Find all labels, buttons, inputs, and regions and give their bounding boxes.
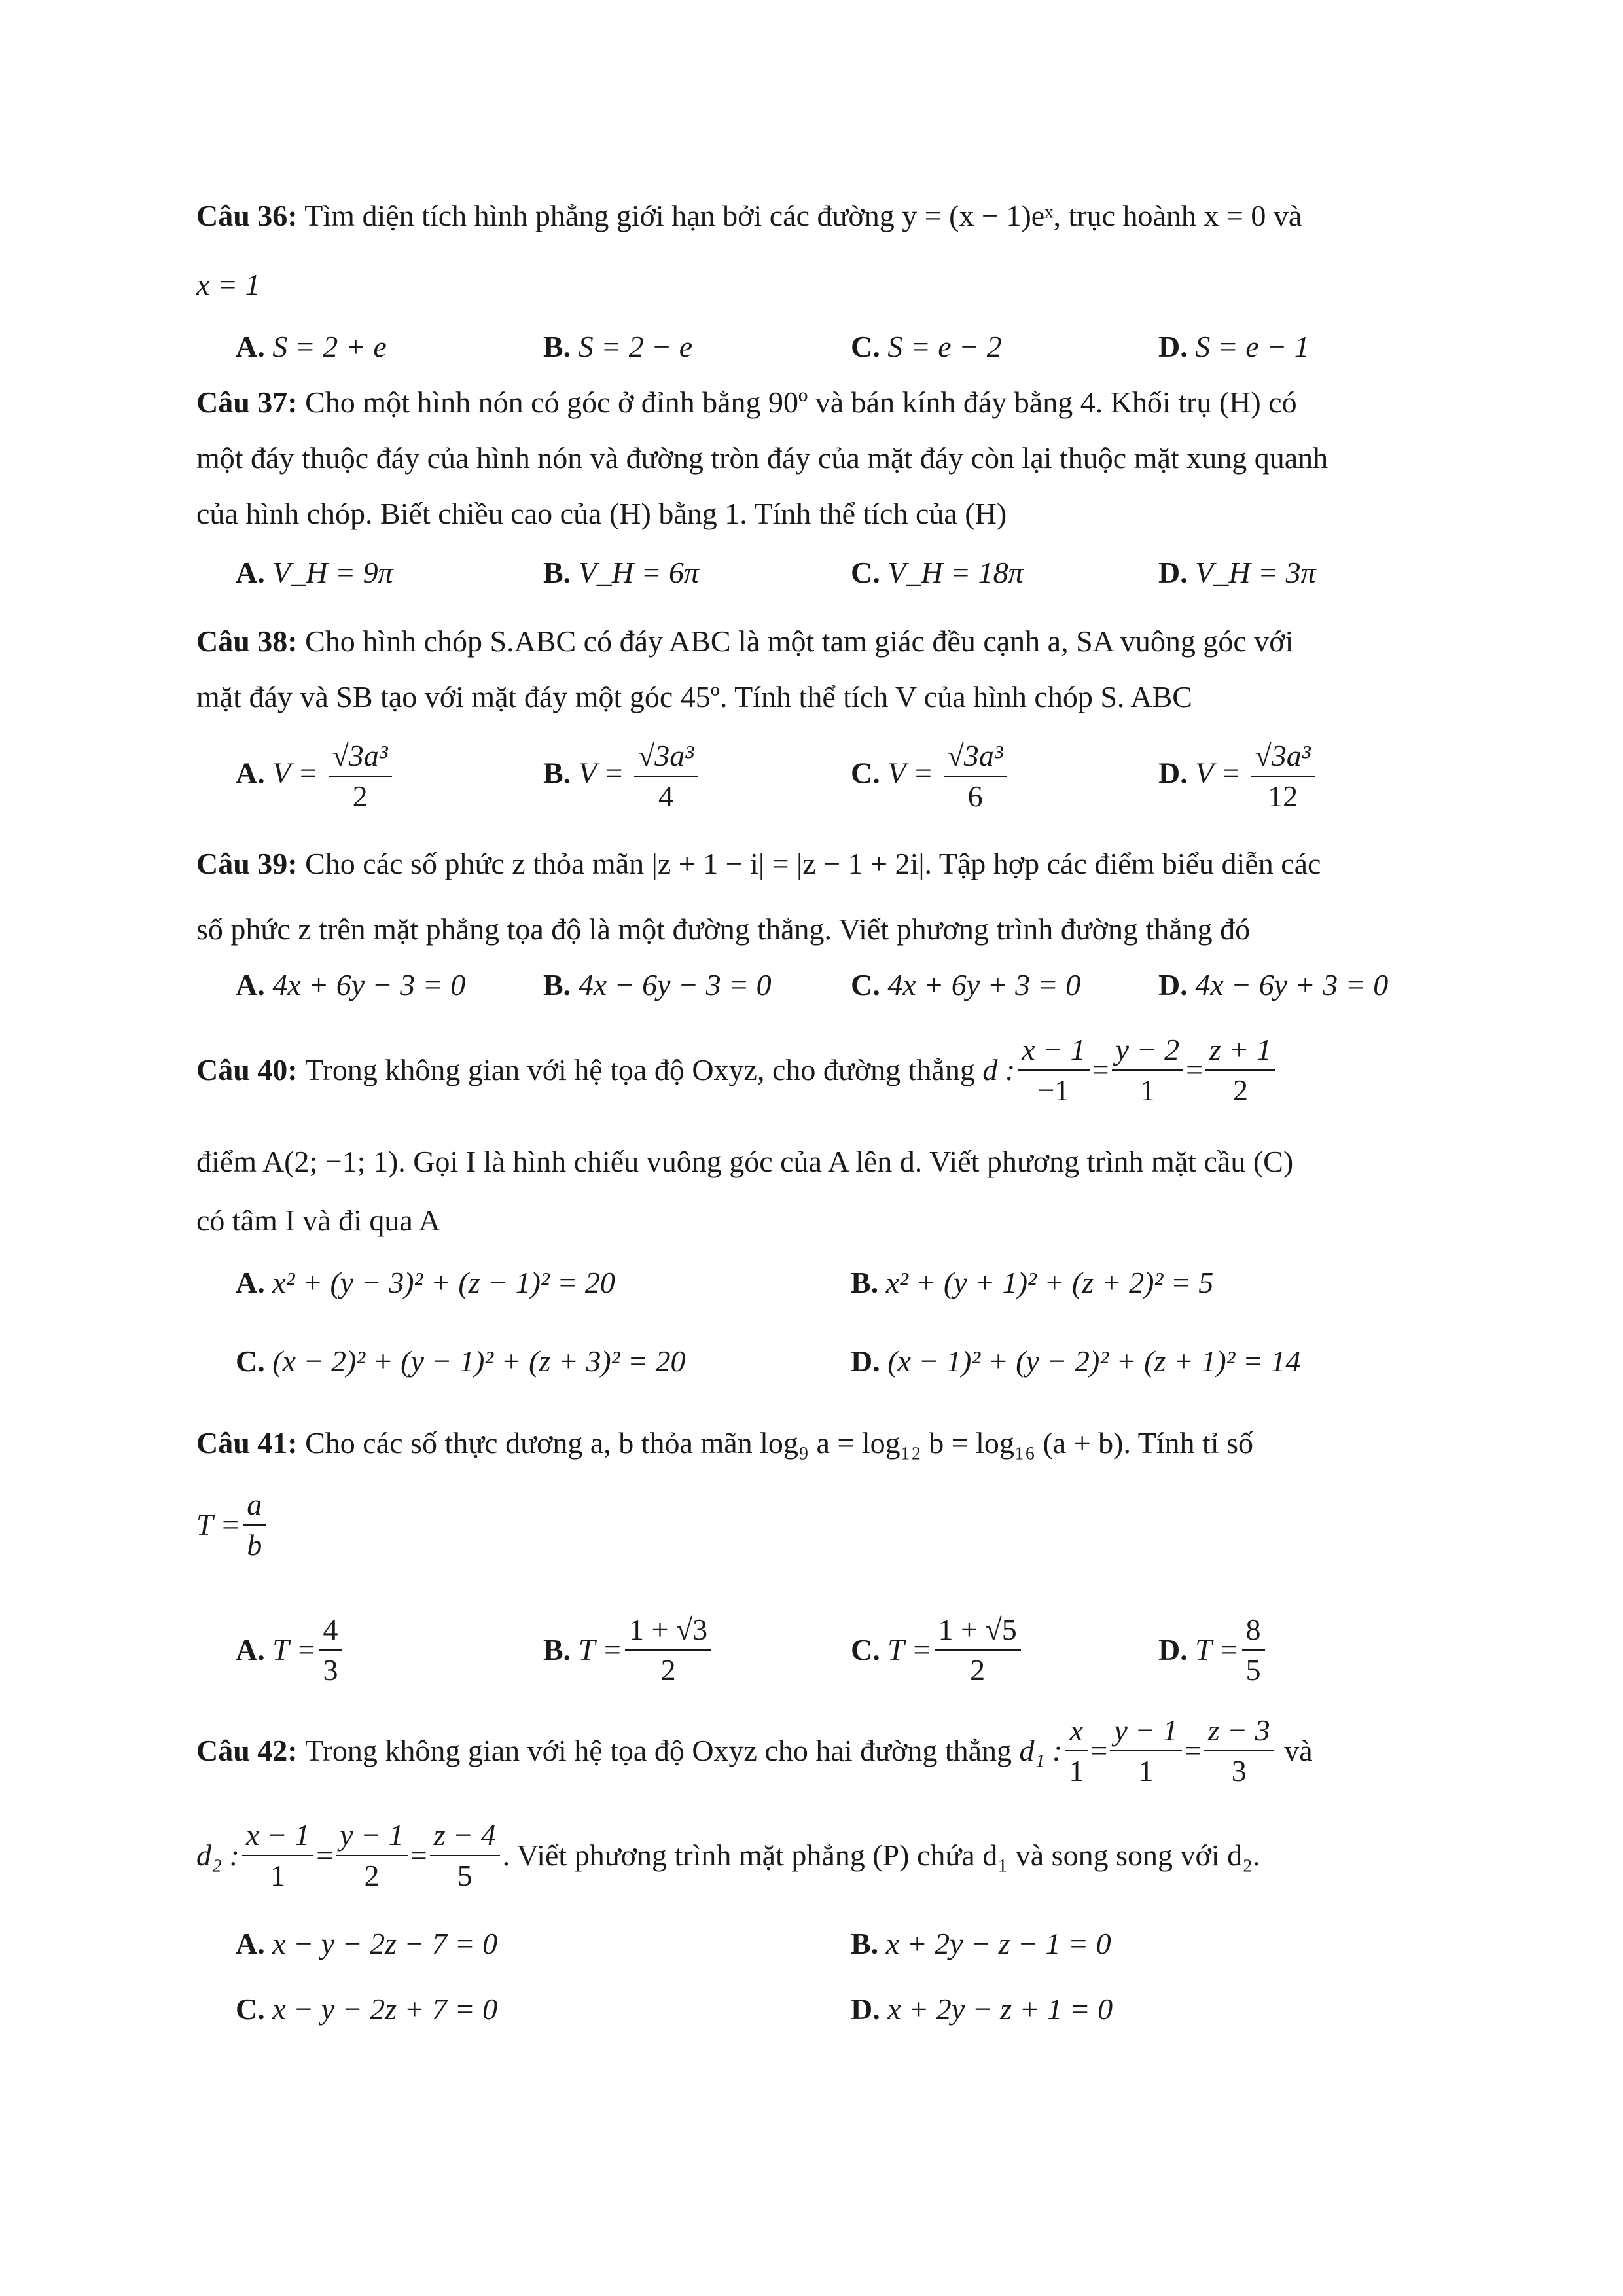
q37-option-d[interactable] (1158, 553, 1316, 592)
q36-text: Tìm diện tích hình phẳng giới hạn bởi các đường y = (x − 1)eˣ, trục hoành x = 0 và (304, 199, 1302, 232)
fraction-numerator: y − 1 (336, 1816, 407, 1856)
option-text: x − y − 2z + 7 = 0 (272, 1992, 498, 2026)
option-label: B. (543, 330, 571, 363)
fraction-numerator: z + 1 (1205, 1030, 1275, 1071)
q36-line1 (196, 196, 1427, 236)
q37-line1 (196, 383, 1427, 422)
option-label: D. (1158, 330, 1188, 363)
option-text: S = e − 1 (1195, 330, 1310, 363)
option-label: C. (851, 556, 880, 589)
option-label: B. (543, 756, 571, 790)
q37-line3 (196, 494, 1427, 533)
q42-and: và (1284, 1734, 1313, 1767)
q38-lead: Câu 38: (196, 624, 298, 658)
option-text: T = (272, 1633, 317, 1666)
fraction-numerator: x − 1 (242, 1816, 313, 1856)
option-label: C. (851, 1633, 880, 1666)
q40-line3 (196, 1201, 1427, 1240)
q36-option-b[interactable] (543, 327, 692, 367)
fraction-numerator: a (243, 1485, 266, 1526)
fraction-numerator: x (1065, 1711, 1088, 1751)
option-text: S = 2 − e (578, 330, 693, 363)
fraction-numerator: z − 3 (1204, 1711, 1274, 1751)
q39-lead: Câu 39: (196, 847, 298, 880)
q38-option-b[interactable] (543, 736, 700, 816)
q41-option-c[interactable] (851, 1610, 1024, 1690)
option-text: 4x + 6y + 3 = 0 (887, 968, 1081, 1001)
option-text: 4x − 6y + 3 = 0 (1195, 968, 1389, 1001)
q42-d2-name: d₂ : (196, 1839, 240, 1872)
q38-line1 (196, 622, 1427, 661)
q42-d2-fraction-y (336, 1816, 407, 1895)
q38-line2 (196, 677, 1427, 717)
fraction-denominator: 4 (658, 780, 674, 813)
q36-lead: Câu 36: (196, 199, 298, 232)
q42-text: Trong không gian với hệ tọa độ Oxyz cho hai đường thẳng (305, 1734, 1012, 1767)
q41-line1 (196, 1424, 1427, 1463)
option-label: D. (1158, 756, 1188, 790)
option-label: B. (543, 556, 571, 589)
option-label: A. (236, 756, 265, 790)
fraction-numerator: 4 (319, 1610, 342, 1651)
option-text: S = e − 2 (887, 330, 1002, 363)
option-fraction (1242, 1610, 1265, 1690)
fraction-denominator: 6 (967, 780, 983, 813)
q42-d2-fraction-x (242, 1816, 313, 1895)
option-text: S = 2 + e (272, 330, 387, 363)
option-label: C. (851, 968, 880, 1001)
fraction-denominator: 3 (323, 1653, 338, 1687)
q42-text2: . Viết phương trình mặt phẳng (P) chứa d₁ và song song với d₂. (502, 1839, 1260, 1872)
q42-option-a[interactable] (236, 1924, 497, 1964)
option-label: D. (851, 1992, 880, 2026)
q39-line1 (196, 844, 1427, 884)
fraction-numerator: √3a³ (944, 736, 1007, 777)
q39-text: Cho các số phức z thỏa mãn |z + 1 − i| = |z − 1 + 2i|. Tập hợp các điểm biểu diễn các (305, 847, 1321, 880)
q37-text2: một đáy thuộc đáy của hình nón và đường tròn đáy của mặt đáy còn lại thuộc mặt xung quanh (196, 441, 1329, 475)
option-text: x + 2y − z − 1 = 0 (885, 1927, 1111, 1960)
q40-option-a[interactable] (236, 1263, 615, 1302)
q40-text: Trong không gian với hệ tọa độ Oxyz, cho đường thẳng (305, 1053, 975, 1086)
option-label: C. (236, 1992, 265, 2026)
fraction-denominator: 12 (1268, 780, 1298, 813)
option-text: V_H = 9π (272, 556, 393, 589)
q37-text: Cho một hình nón có góc ở đỉnh bằng 90º và bán kính đáy bằng 4. Khối trụ (H) có (305, 386, 1297, 419)
option-text: T = (887, 1633, 932, 1666)
q39-option-a[interactable] (236, 965, 465, 1005)
q41-option-a[interactable] (236, 1610, 345, 1690)
q40-fraction-x (1018, 1030, 1089, 1110)
option-label: C. (851, 756, 880, 790)
option-label: B. (543, 1633, 571, 1666)
option-text: V = (272, 756, 319, 790)
q41-line2 (196, 1482, 1427, 1568)
q42-d1-name: d₁ : (1019, 1734, 1063, 1767)
q39-option-c[interactable] (851, 965, 1080, 1005)
fraction-denominator: 2 (660, 1653, 676, 1687)
option-text: V_H = 6π (578, 556, 700, 589)
option-fraction (944, 736, 1007, 816)
option-text: 4x + 6y − 3 = 0 (272, 968, 466, 1001)
q40-option-b[interactable] (851, 1263, 1213, 1302)
option-text: T = (1195, 1633, 1240, 1666)
option-label: C. (851, 330, 880, 363)
fraction-numerator: √3a³ (1251, 736, 1315, 777)
q40-fraction-z (1205, 1030, 1275, 1110)
q42-d2-fraction-z (430, 1816, 500, 1895)
fraction-denominator: 2 (352, 780, 368, 813)
q42-option-d[interactable] (851, 1990, 1113, 2029)
q41-lead: Câu 41: (196, 1426, 298, 1460)
fraction-numerator: √3a³ (634, 736, 698, 777)
q39-option-b[interactable] (543, 965, 772, 1005)
option-fraction (625, 1610, 711, 1690)
q38-option-c[interactable] (851, 736, 1010, 816)
q39-line2 (196, 910, 1427, 949)
option-text: x² + (y + 1)² + (z + 2)² = 5 (885, 1266, 1214, 1299)
fraction-numerator: x − 1 (1018, 1030, 1089, 1071)
q42-d1-fraction-x (1065, 1711, 1088, 1791)
q38-option-d[interactable] (1158, 736, 1317, 816)
q41-option-d[interactable] (1158, 1610, 1268, 1690)
q41-text: Cho các số thực dương a, b thỏa mãn log₉ a = log₁₂ b = log₁₆ (a + b). Tính tỉ số (305, 1426, 1253, 1460)
q37-option-b[interactable] (543, 553, 699, 592)
q41-ratio-fraction (243, 1485, 266, 1565)
q37-lead: Câu 37: (196, 386, 298, 419)
option-label: A. (236, 1927, 265, 1960)
q41-option-b[interactable] (543, 1610, 714, 1690)
fraction-numerator: 1 + √5 (935, 1610, 1021, 1651)
fraction-denominator: 2 (1233, 1073, 1248, 1107)
q36-option-c[interactable] (851, 327, 1002, 367)
option-label: C. (236, 1344, 265, 1378)
option-text: V = (578, 756, 624, 790)
fraction-numerator: y − 2 (1112, 1030, 1183, 1071)
fraction-denominator: 1 (270, 1859, 286, 1892)
option-label: D. (1158, 968, 1188, 1001)
q42-d1-fraction-z (1204, 1711, 1274, 1791)
fraction-denominator: b (247, 1528, 262, 1562)
option-text: 4x − 6y − 3 = 0 (578, 968, 772, 1001)
option-fraction (1251, 736, 1315, 816)
option-label: D. (851, 1344, 880, 1378)
option-text: (x − 2)² + (y − 1)² + (z + 3)² = 20 (272, 1344, 686, 1378)
q42-option-b[interactable] (851, 1924, 1111, 1964)
q40-line1: Câu 40: Trong không gian với hệ tọa độ Oxyz, cho đường thẳng d : $\frac{x - 1}{-1}$ = $\frac{y - 2}{1}$ = $\frac{z + 1}{2}$ (196, 1028, 1427, 1113)
fraction-numerator: z − 4 (430, 1816, 500, 1856)
fraction-denominator: 1 (1139, 1073, 1155, 1107)
fraction-numerator: √3a³ (329, 736, 392, 777)
q38-option-a[interactable] (236, 736, 395, 816)
q36-line2 (196, 265, 1427, 304)
option-text: V = (1195, 756, 1241, 790)
option-label: A. (236, 1266, 265, 1299)
option-label: A. (236, 556, 265, 589)
q38-text2: mặt đáy và SB tạo với mặt đáy một góc 45º. Tính thể tích V của hình chóp S. ABC (196, 680, 1192, 713)
option-label: A. (236, 330, 265, 363)
option-text: V = (887, 756, 934, 790)
option-label: B. (543, 968, 571, 1001)
option-text: V_H = 18π (887, 556, 1024, 589)
option-label: D. (1158, 1633, 1188, 1666)
option-text: T = (578, 1633, 622, 1666)
option-text: (x − 1)² + (y − 2)² + (z + 1)² = 14 (887, 1344, 1301, 1378)
q40-fraction-y (1112, 1030, 1183, 1110)
option-label: B. (851, 1266, 879, 1299)
option-label: B. (851, 1927, 879, 1960)
option-label: A. (236, 968, 265, 1001)
fraction-denominator: 5 (457, 1859, 473, 1892)
q36-text2: x = 1 (196, 268, 260, 301)
fraction-numerator: y − 1 (1110, 1711, 1181, 1751)
q37-text3: của hình chóp. Biết chiều cao của (H) bằng 1. Tính thể tích của (H) (196, 497, 1007, 530)
option-text: x − y − 2z − 7 = 0 (272, 1927, 498, 1960)
option-fraction (319, 1610, 342, 1690)
fraction-denominator: 3 (1231, 1754, 1247, 1787)
q36-option-a[interactable] (236, 327, 387, 367)
q37-option-c[interactable] (851, 553, 1024, 592)
fraction-numerator: 1 + √3 (625, 1610, 711, 1651)
q41-ratio-name: T = (196, 1508, 241, 1541)
fraction-denominator: 2 (364, 1859, 380, 1892)
option-fraction (935, 1610, 1021, 1690)
fraction-denominator: 2 (970, 1653, 986, 1687)
q42-line2: d₂ : $\frac{x - 1}{1}$ = $\frac{y - 1}{2}$ = $\frac{z - 4}{5}$ . Viết phương trình mặt phẳng (P) chứa d₁ và song song với d₂. (196, 1813, 1427, 1898)
fraction-denominator: 1 (1138, 1754, 1154, 1787)
q36-option-d[interactable] (1158, 327, 1310, 367)
q39-text2: số phức z trên mặt phẳng tọa độ là một đường thẳng. Viết phương trình đường thẳng đó (196, 912, 1251, 946)
q37-line2 (196, 439, 1427, 478)
q42-option-c[interactable] (236, 1990, 497, 2029)
option-label: A. (236, 1633, 265, 1666)
fraction-denominator: 5 (1245, 1653, 1261, 1687)
option-fraction (329, 736, 392, 816)
q40-line2 (196, 1142, 1427, 1181)
option-text: x² + (y − 3)² + (z − 1)² = 20 (272, 1266, 615, 1299)
q40-option-d[interactable] (851, 1342, 1301, 1381)
q40-option-c[interactable] (236, 1342, 686, 1381)
option-label: D. (1158, 556, 1188, 589)
q42-line1: Câu 42: Trong không gian với hệ tọa độ Oxyz cho hai đường thẳng d₁ : $\frac{x}{1}$ = $\frac{y - 1}{1}$ = $\frac{z - 3}{3}$ và (196, 1708, 1427, 1793)
option-fraction (634, 736, 698, 816)
q40-text2: điểm A(2; −1; 1). Gọi I là hình chiếu vuông góc của A lên d. Viết phương trình mặt cầu (C) (196, 1145, 1294, 1178)
fraction-denominator: 1 (1069, 1754, 1084, 1787)
option-text: V_H = 3π (1195, 556, 1316, 589)
q42-lead: Câu 42: (196, 1734, 298, 1767)
fraction-numerator: 8 (1242, 1610, 1265, 1651)
q42-d1-fraction-y (1110, 1711, 1181, 1791)
fraction-denominator: −1 (1037, 1073, 1070, 1107)
q40-lead: Câu 40: (196, 1053, 298, 1086)
q40-text3: có tâm I và đi qua A (196, 1204, 441, 1237)
q37-option-a[interactable] (236, 553, 393, 592)
q40-line-name: d : (982, 1053, 1016, 1086)
option-text: x + 2y − z + 1 = 0 (887, 1992, 1113, 2026)
q38-text: Cho hình chóp S.ABC có đáy ABC là một tam giác đều cạnh a, SA vuông góc với (305, 624, 1294, 658)
q39-option-d[interactable] (1158, 965, 1388, 1005)
